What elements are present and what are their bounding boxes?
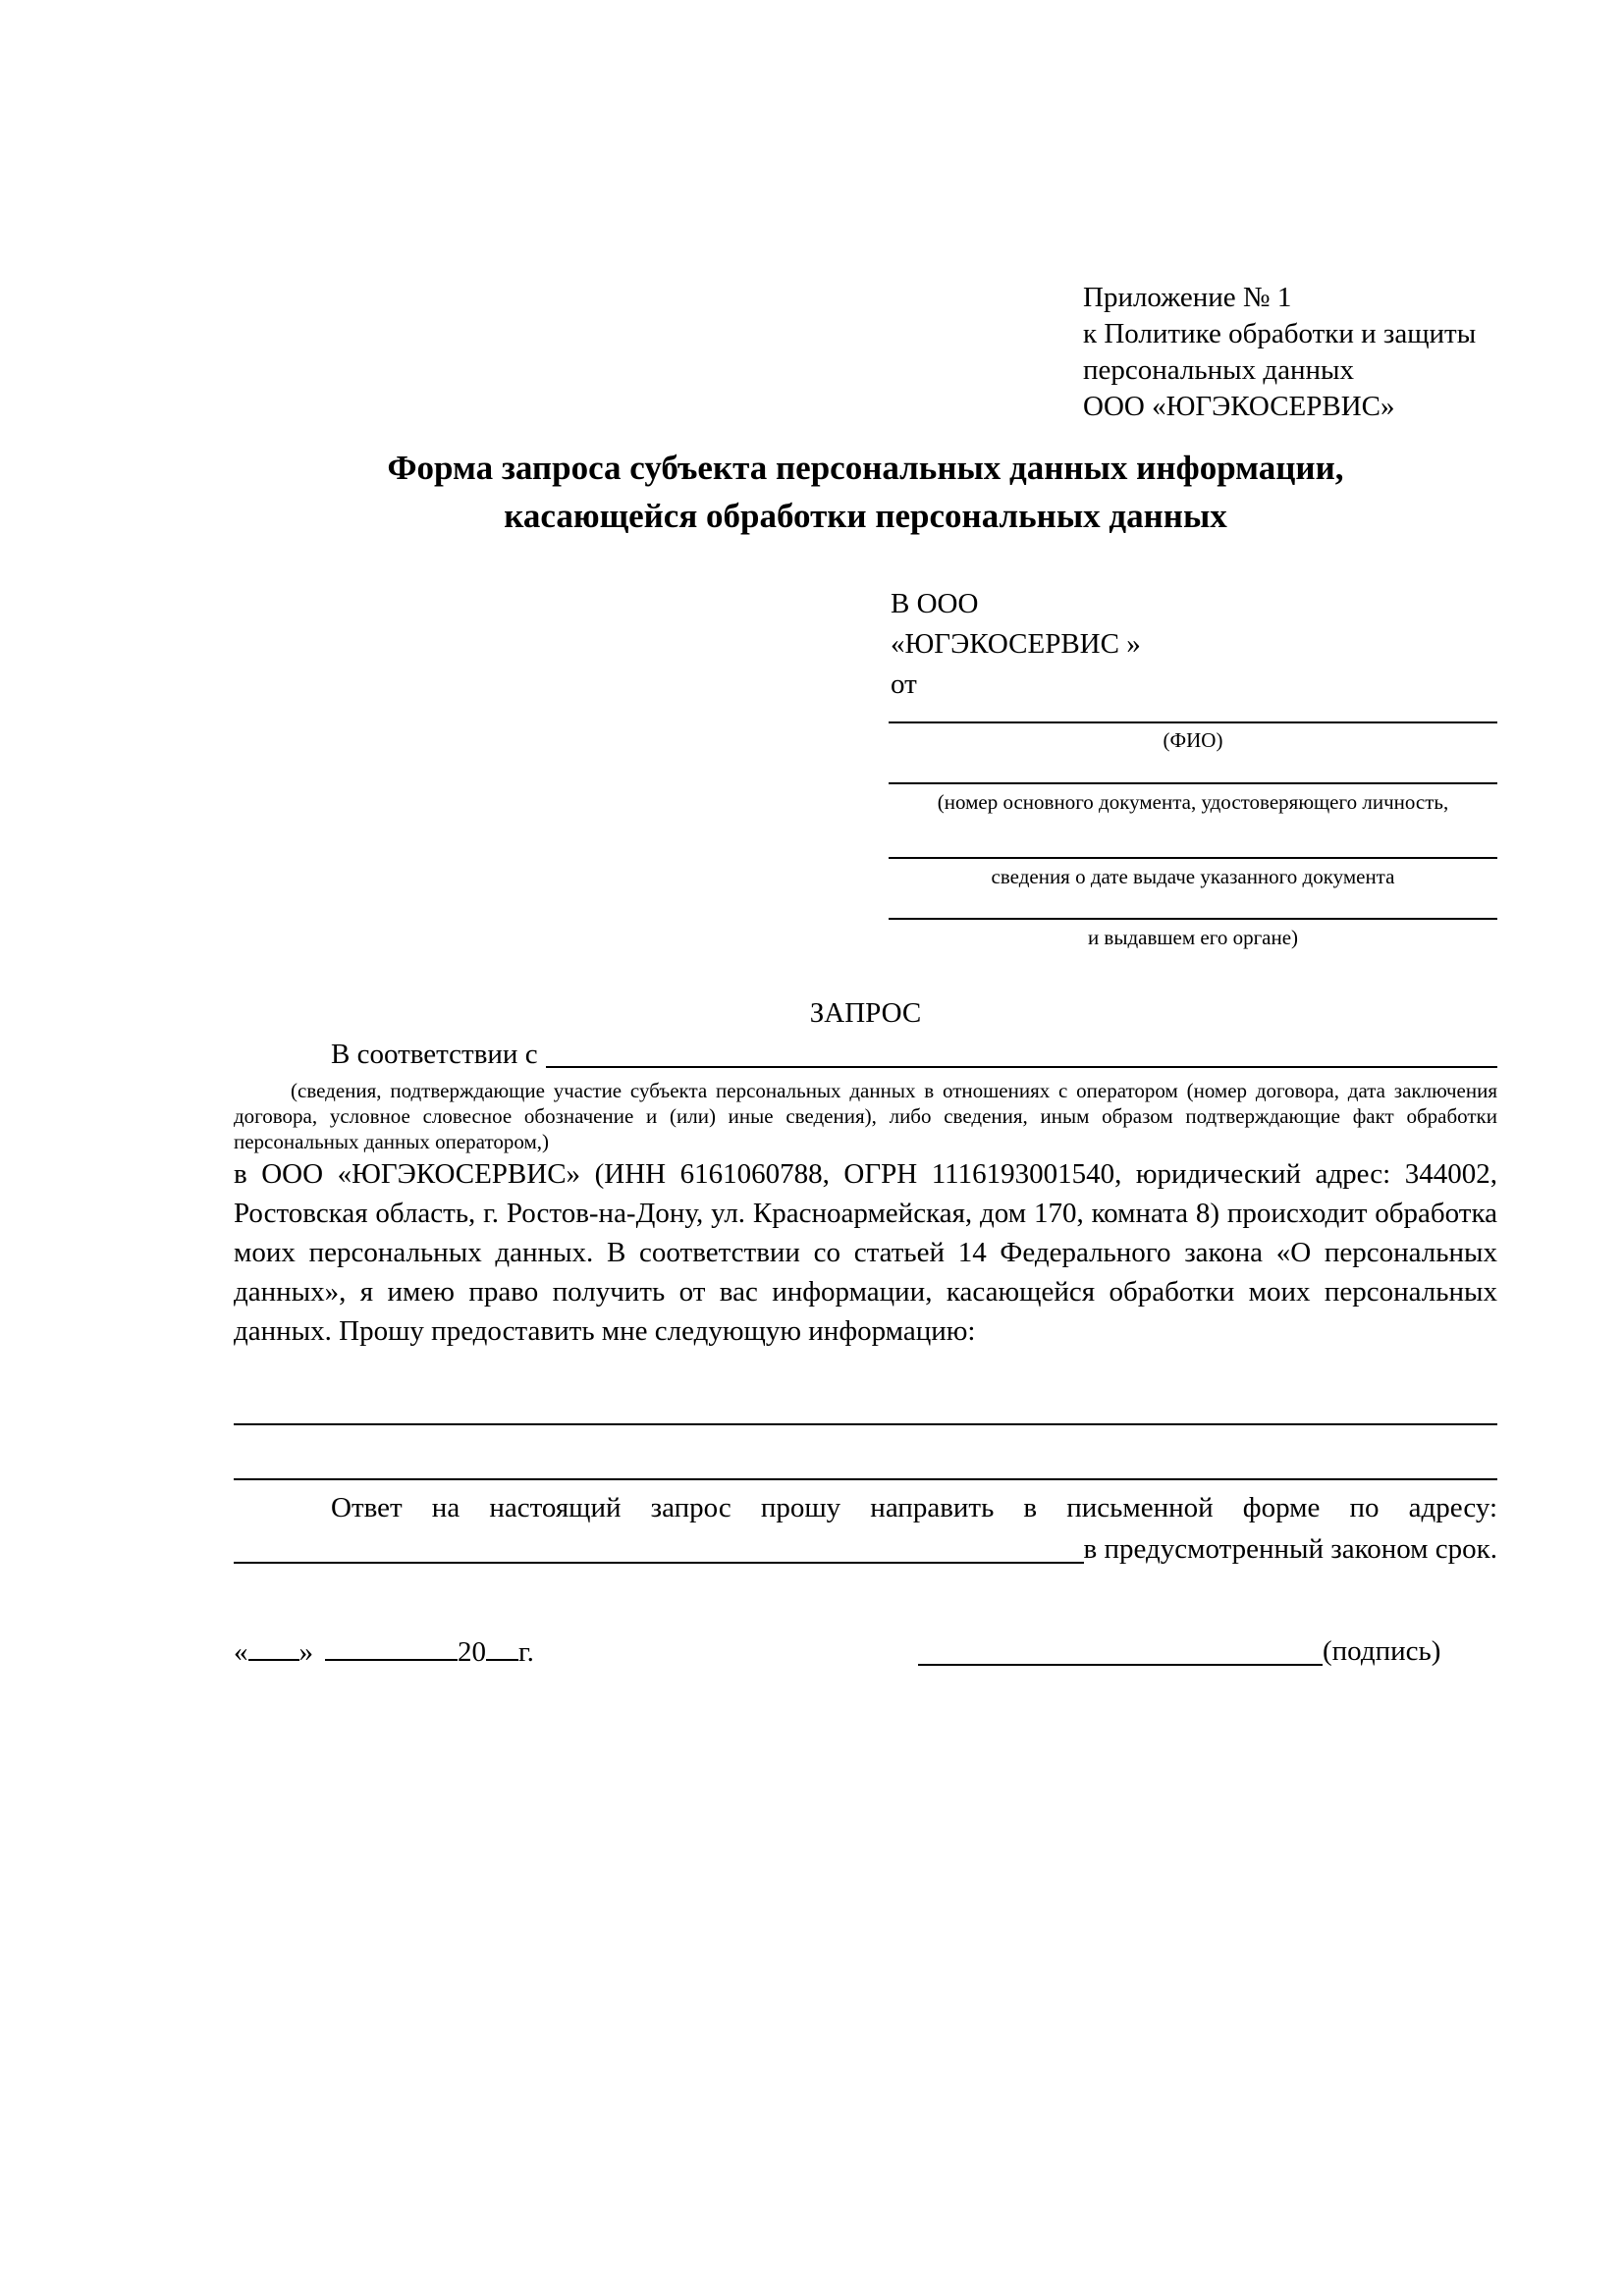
signature-line	[918, 1631, 1440, 1671]
addressee-line: «ЮГЭКОСЕРВИС »	[891, 628, 1141, 660]
appendix-line: к Политике обработки и защиты	[1083, 318, 1477, 349]
date-line	[234, 1631, 534, 1672]
date-open-quote: «	[234, 1636, 248, 1668]
intro-label: В соответствии с	[331, 1039, 538, 1070]
appendix-block	[1083, 280, 1476, 425]
information-fill-in-line	[234, 1478, 1497, 1480]
address-fill-in-line	[234, 1562, 1084, 1564]
fio-caption: (ФИО)	[1163, 728, 1223, 752]
fio-fill-in-line	[889, 721, 1497, 723]
addressee-block	[891, 584, 1141, 705]
year-suffix: г.	[518, 1636, 534, 1668]
signature-caption: (подпись)	[1323, 1635, 1441, 1667]
year-prefix: 20	[458, 1636, 486, 1668]
document-number-caption: (номер основного документа, удостоверяющего личность,	[937, 790, 1449, 814]
intro-caption: (сведения, подтверждающие участие субъекта персональных данных в отношениях с оператором (номер договора, дата заключения договора, условное словесное обозначение и (или) иные сведения), либо сведения, иным образом подтверждающие факт обработки персональных данных оператором,)	[234, 1079, 1497, 1153]
information-fill-in-line	[234, 1423, 1497, 1425]
document-number-fill-in-line	[889, 782, 1497, 784]
year-fill-in-line	[486, 1631, 518, 1661]
signature-fill-in-line	[918, 1664, 1323, 1666]
day-fill-in-line	[248, 1631, 299, 1661]
document-title-line-1: Форма запроса субъекта персональных данных информации,	[387, 449, 1344, 487]
addressee-line: от	[891, 668, 917, 700]
appendix-line: ООО «ЮГЭКОСЕРВИС»	[1083, 391, 1395, 422]
intro-line	[234, 1036, 1497, 1073]
issuing-authority-fill-in-line	[889, 918, 1497, 920]
issuing-authority-caption: и выдавшем его органе)	[1087, 926, 1299, 949]
basis-fill-in-line	[546, 1066, 1497, 1068]
request-heading: ЗАПРОС	[809, 997, 922, 1029]
document-title	[234, 444, 1497, 540]
addressee-line: В ООО	[891, 588, 979, 619]
issue-date-fill-in-line	[889, 857, 1497, 859]
month-fill-in-line	[325, 1631, 458, 1661]
issue-date-caption: сведения о дате выдаче указанного документа	[991, 865, 1395, 888]
appendix-line: персональных данных	[1083, 354, 1355, 386]
appendix-line: Приложение № 1	[1083, 282, 1292, 313]
date-close-quote: »	[298, 1636, 313, 1668]
answer-tail: в предусмотренный законом срок.	[1083, 1533, 1497, 1565]
document-title-line-2: касающейся обработки персональных данных	[504, 497, 1227, 535]
request-body: в ООО «ЮГЭКОСЕРВИС» (ИНН 6161060788, ОГРН 1116193001540, юридический адрес: 344002, Ростовская область, г. Ростов-на-Дону, ул. Красноармейская, дом 170, комната 8) происходит обработка моих персональных данных. В соответствии со статьей 14 Федерального закона «О персональных данных», я имею право получить от вас информации, касающейся обработки моих персональных данных. Прошу предоставить мне следующую информацию:	[234, 1158, 1497, 1347]
answer-sentence: Ответ на настоящий запрос прошу направить в письменной форме по адресу:	[331, 1492, 1497, 1523]
answer-address-line	[234, 1529, 1497, 1569]
